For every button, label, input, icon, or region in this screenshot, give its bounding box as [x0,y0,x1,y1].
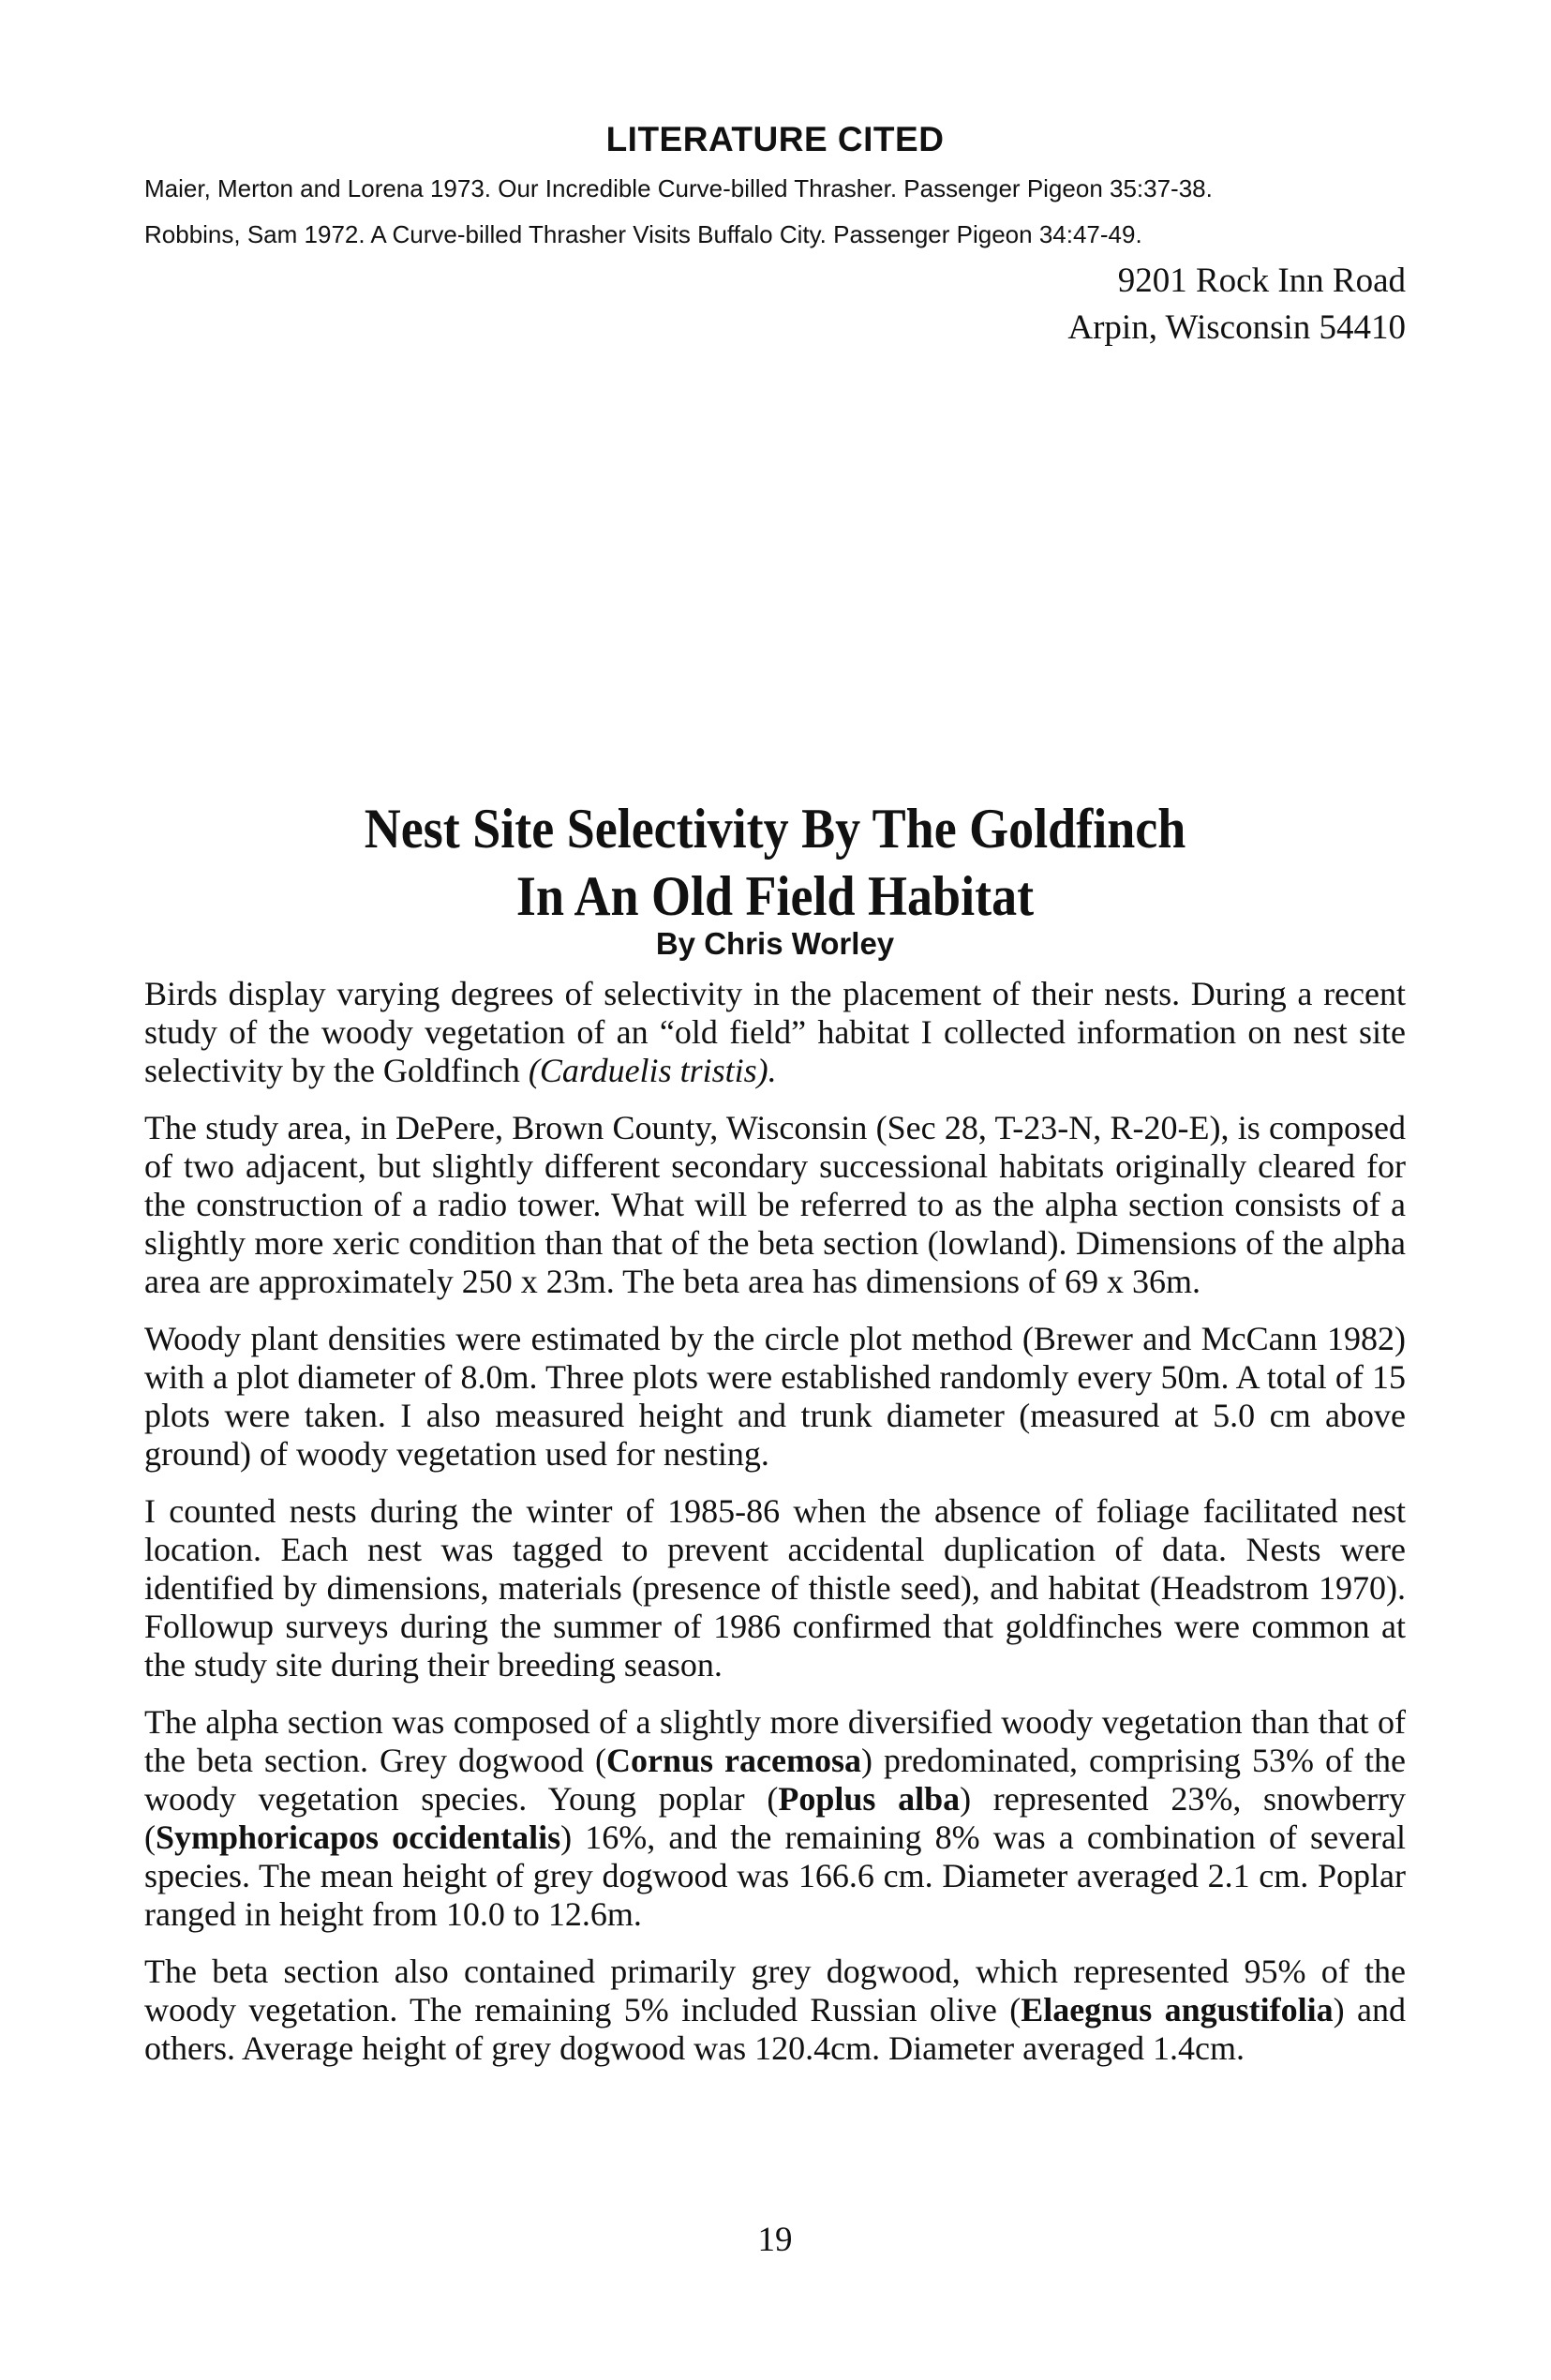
author-address-line2: Arpin, Wisconsin 54410 [1067,308,1406,347]
alpha-text-d: ) 16%, and the remaining 8% was a combination of several species. The mean height of grey dogwood was 166.6 cm. Diameter averaged 2.1 cm. Poplar ranged in height from 10.0 to 12.6m. [144,1819,1406,1933]
article-title [207,795,1342,930]
beta-text-a: The beta section also contained primarily grey dogwood, which represented 95% of the woody vegetation. The remaining 5% included Russian olive ( [144,1953,1406,2028]
reference-robbins: Robbins, Sam 1972. A Curve-billed Thrasher Visits Buffalo City. Passenger Pigeon 34:47-49. [144,220,1142,248]
species-elaegnus-angustifolia: Elaegnus angustifolia [1021,1991,1334,2028]
species-cornus-racemosa: Cornus racemosa [606,1742,861,1779]
alpha-text-b: ) predominated, comprising 53% of the woody vegetation species. Young poplar ( [144,1742,1406,1818]
page-number: 19 [757,2221,793,2259]
paragraph-nest-counts: I counted nests during the winter of 1985-86 when the absence of foliage facilitated nest location. Each nest was tagged to prevent accidental duplication of data. Nests were identified by dimensions, materials (presence of thistle seed), and habitat (Headstrom 1970). Followup surveys during the summer of 1986 confirmed that goldfinches were common at the study site during their breeding season. [144,1492,1406,1684]
beta-text-b: ) and others. Average height of grey dogwood was 120.4cm. Diameter averaged 1.4cm. [144,1991,1407,2067]
paragraph-methods: Woody plant densities were estimated by the circle plot method (Brewer and McCann 1982) with a plot diameter of 8.0m. Three plots were established randomly every 50m. A total of 15 plots were taken. I also measured height and trunk diameter (measured at 5.0 cm above ground) of woody vegetation used for nesting. [144,1320,1406,1473]
article-body [144,975,1406,2087]
paragraph-alpha-section [144,1703,1406,1934]
reference-maier: Maier, Merton and Lorena 1973. Our Incredible Curve-billed Thrasher. Passenger Pigeon 35:37-38. [144,174,1213,202]
paragraph-study-area: The study area, in DePere, Brown County, Wisconsin (Sec 28, T-23-N, R-20-E), is composed of two adjacent, but slightly different secondary successional habitats originally cleared for the construction of a radio tower. What will be referred to as the alpha section consists of a slightly more xeric condition than that of the beta section (lowland). Dimensions of the alpha area are approximately 250 x 23m. The beta area has dimensions of 69 x 36m. [144,1109,1406,1300]
paragraph-intro-text: Birds display varying degrees of selectivity in the placement of their nests. During a recent study of the woody vegetation of an “old field” habitat I collected information on nest site selectivity by the Goldfinch [144,975,1406,1089]
species-poplus-alba: Poplus alba [778,1780,961,1818]
article-title-line1: Nest Site Selectivity By The Goldfinch [364,798,1186,860]
species-carduelis-tristis: (Carduelis tristis). [528,1052,777,1089]
literature-cited-heading: LITERATURE CITED [605,120,945,158]
author-address-line1: 9201 Rock Inn Road [1117,262,1406,300]
alpha-text-c: ) represented 23%, snowberry ( [144,1780,1407,1856]
species-symphoricapos-occidentalis: Symphoricapos occidentalis [156,1819,561,1856]
paragraph-intro [144,975,1406,1090]
document-page [144,0,1406,2380]
article-byline: By Chris Worley [655,926,895,961]
article-title-line2: In An Old Field Habitat [515,865,1035,927]
paragraph-beta-section [144,1953,1406,2068]
alpha-text-a: The alpha section was composed of a slightly more diversified woody vegetation than that of the beta section. Grey dogwood ( [144,1703,1406,1779]
